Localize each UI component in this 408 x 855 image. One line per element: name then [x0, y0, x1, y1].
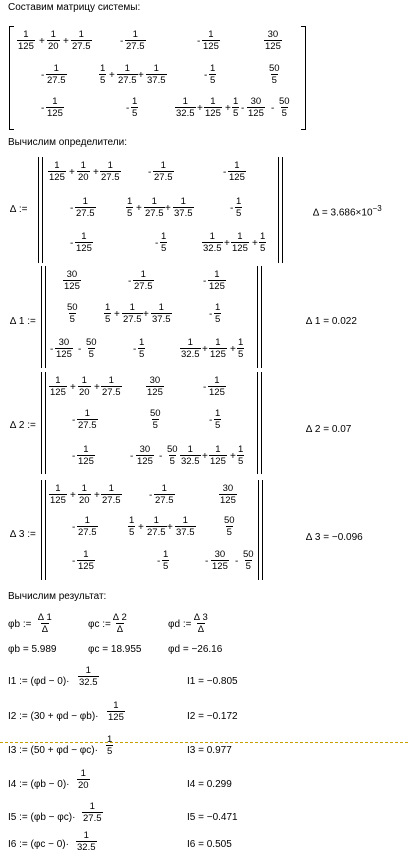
- matrix-fraction: $\frac{1}{20}$: [79, 483, 90, 506]
- result-label: ∆ 1: [306, 316, 321, 327]
- matrix-fraction: $\frac{1}{20}$: [48, 29, 59, 52]
- plus-sign: +: [197, 103, 203, 114]
- result-label: ∆ 2: [306, 424, 321, 435]
- matrix-right-bracket: [301, 26, 306, 130]
- matrix-fraction: $\frac{1}{125}$: [50, 483, 66, 506]
- matrix-fraction: $\frac{1}{125}$: [205, 96, 221, 119]
- minus-sign: -: [204, 70, 208, 81]
- matrix-fraction: $\frac{1}{125}$: [209, 375, 225, 398]
- plus-sign: +: [114, 309, 120, 320]
- matrix-fraction: $\frac{1}{125}$: [76, 231, 92, 254]
- matrix-fraction: $\frac{1}{125}$: [50, 375, 66, 398]
- current-expression: I5 := (φb − φc)·: [8, 812, 76, 823]
- determinant-bar: [41, 266, 42, 368]
- determinant-label: ∆ 3 :=: [10, 529, 36, 540]
- matrix-fraction: $\frac{30}{125}$: [248, 96, 264, 119]
- result-label: ∆: [313, 207, 320, 219]
- current-fraction: $\frac{1}{32.5}$: [77, 830, 96, 853]
- plus-sign: +: [136, 203, 142, 214]
- current-expression: I3 := (50 + φd − φc)·: [8, 745, 98, 756]
- determinant-label: ∆ :=: [10, 204, 28, 215]
- determinant-bar: [262, 480, 263, 580]
- current-expression: I2 := (30 + φd − φb)·: [8, 711, 99, 722]
- matrix-fraction: $\frac{50}{5}$: [167, 444, 178, 467]
- matrix-fraction: $\frac{1}{37.5}$: [152, 302, 171, 325]
- matrix-fraction: $\frac{1}{27.5}$: [123, 302, 142, 325]
- determinant-bar: [42, 157, 43, 263]
- matrix-fraction: $\frac{1}{37.5}$: [176, 515, 195, 538]
- determinant-bar: [258, 480, 259, 580]
- minus-sign: -: [205, 556, 209, 567]
- matrix-fraction: $\frac{50}{5}$: [243, 549, 254, 572]
- matrix-fraction: $\frac{1}{5}$: [161, 231, 167, 254]
- matrix-fraction: $\frac{50}{5}$: [224, 515, 235, 538]
- phi-d-lhs: φd :=: [168, 619, 192, 630]
- matrix-fraction: $\frac{30}{125}$: [265, 29, 281, 52]
- result-exponent: −3: [372, 204, 382, 213]
- minus-sign: -: [78, 344, 82, 355]
- plus-sign: +: [230, 344, 236, 355]
- plus-sign: +: [225, 103, 231, 114]
- matrix-fraction: $\frac{1}{27.5}$: [155, 483, 174, 506]
- matrix-fraction: $\frac{1}{125}$: [78, 444, 94, 467]
- determinant-bar: [45, 372, 46, 474]
- determinant-bar: [45, 266, 46, 368]
- result-label: ∆ 3: [306, 532, 321, 543]
- plus-sign: +: [70, 490, 76, 501]
- current-fraction: $\frac{1}{27.5}$: [83, 801, 102, 824]
- minus-sign: -: [128, 276, 132, 287]
- matrix-fraction: $\frac{1}{125}$: [209, 269, 225, 292]
- current-expression: I4 := (φb − 0)·: [8, 779, 70, 790]
- matrix-fraction: $\frac{1}{5}$: [236, 196, 242, 219]
- matrix-fraction: $\frac{1}{27.5}$: [118, 63, 137, 86]
- minus-sign: -: [203, 276, 207, 287]
- matrix-fraction: $\frac{1}{125}$: [78, 549, 94, 572]
- minus-sign: -: [72, 451, 76, 462]
- phi-b-fraction: ∆ 1 ∆: [38, 612, 52, 635]
- matrix-left-bracket: [9, 26, 14, 130]
- minus-sign: -: [155, 238, 159, 249]
- phi-d-fraction: ∆ 3 ∆: [194, 612, 208, 635]
- matrix-fraction: $\frac{1}{32.5}$: [181, 337, 200, 360]
- determinant-bar: [41, 372, 42, 474]
- determinant-label: ∆ 1 :=: [10, 316, 36, 327]
- matrix-fraction: $\frac{1}{27.5}$: [78, 408, 97, 431]
- plus-sign: +: [224, 238, 230, 249]
- result-value: = 3.686×10: [321, 207, 373, 219]
- plus-sign: +: [93, 167, 99, 178]
- current-result: I4 = 0.299: [187, 779, 232, 790]
- determinants-heading: Вычислим определители:: [8, 137, 127, 148]
- matrix-fraction: $\frac{1}{32.5}$: [176, 96, 195, 119]
- matrix-fraction: $\frac{1}{5}$: [163, 549, 169, 572]
- matrix-fraction: $\frac{1}{5}$: [238, 337, 244, 360]
- determinant-bar: [278, 157, 279, 263]
- plus-sign: +: [94, 382, 100, 393]
- plus-sign: +: [202, 344, 208, 355]
- plus-sign: +: [252, 238, 258, 249]
- matrix-fraction: $\frac{1}{5}$: [139, 337, 145, 360]
- minus-sign: -: [133, 344, 137, 355]
- matrix-fraction: $\frac{30}{125}$: [220, 483, 236, 506]
- matrix-fraction: $\frac{1}{125}$: [18, 29, 34, 52]
- determinant-bar: [38, 157, 39, 263]
- matrix-fraction: $\frac{1}{27.5}$: [145, 196, 164, 219]
- matrix-fraction: $\frac{1}{5}$: [260, 231, 266, 254]
- matrix-fraction: $\frac{1}{27.5}$: [147, 515, 166, 538]
- matrix-fraction: $\frac{30}{125}$: [56, 337, 72, 360]
- plus-sign: +: [94, 490, 100, 501]
- current-result: I5 = −0.471: [187, 812, 238, 823]
- matrix-fraction: $\frac{1}{20}$: [79, 375, 90, 398]
- current-fraction: $\frac{1}{32.5}$: [79, 665, 98, 688]
- minus-sign: -: [72, 522, 76, 533]
- determinant-bar: [261, 372, 262, 474]
- minus-sign: -: [157, 556, 161, 567]
- matrix-fraction: $\frac{1}{125}$: [49, 160, 65, 183]
- minus-sign: -: [72, 556, 76, 567]
- plus-sign: +: [143, 309, 149, 320]
- matrix-fraction: $\frac{1}{125}$: [232, 231, 248, 254]
- minus-sign: -: [241, 103, 245, 114]
- matrix-fraction: $\frac{1}{37.5}$: [147, 63, 166, 86]
- matrix-fraction: $\frac{50}{5}$: [67, 302, 78, 325]
- minus-sign: -: [223, 167, 227, 178]
- matrix-fraction: $\frac{1}{125}$: [210, 337, 226, 360]
- result-value: = −0.096: [323, 532, 363, 543]
- matrix-fraction: $\frac{1}{5}$: [215, 408, 221, 431]
- minus-sign: -: [50, 344, 54, 355]
- phi-b-value: φb = 5.989: [8, 644, 57, 655]
- current-fraction: $\frac{1}{5}$: [107, 734, 113, 757]
- determinant-result: [306, 317, 357, 327]
- current-result: I6 = 0.505: [187, 839, 232, 850]
- phi-c-lhs: φc :=: [88, 619, 111, 630]
- matrix-fraction: $\frac{1}{20}$: [78, 160, 89, 183]
- matrix-heading: Составим матрицу системы:: [8, 2, 141, 13]
- plus-sign: +: [70, 382, 76, 393]
- current-result: I2 = −0.172: [187, 711, 238, 722]
- matrix-fraction: $\frac{1}{5}$: [105, 302, 111, 325]
- current-expression: I1 := (φd − 0)·: [8, 676, 70, 687]
- current-result: I1 = −0.805: [187, 676, 238, 687]
- determinant-result: [306, 533, 363, 543]
- plus-sign: +: [230, 451, 236, 462]
- matrix-fraction: $\frac{50}{5}$: [269, 63, 280, 86]
- determinant-bar: [45, 480, 46, 580]
- matrix-fraction: $\frac{1}{27.5}$: [134, 269, 153, 292]
- minus-sign: -: [120, 36, 124, 47]
- determinant-bar: [282, 157, 283, 263]
- plus-sign: +: [39, 36, 45, 47]
- result-value: = 0.022: [323, 316, 357, 327]
- minus-sign: -: [159, 451, 163, 462]
- matrix-fraction: $\frac{1}{5}$: [127, 196, 133, 219]
- phi-c-value: φc = 18.955: [88, 644, 142, 655]
- plus-sign: +: [165, 203, 171, 214]
- matrix-fraction: $\frac{50}{5}$: [150, 408, 161, 431]
- determinant-label: ∆ 2 :=: [10, 420, 36, 431]
- matrix-fraction: $\frac{30}{125}$: [137, 444, 153, 467]
- current-result: I3 = 0.977: [187, 745, 232, 756]
- matrix-fraction: $\frac{1}{27.5}$: [101, 160, 120, 183]
- minus-sign: -: [209, 415, 213, 426]
- plus-sign: +: [63, 36, 69, 47]
- matrix-fraction: $\frac{50}{5}$: [279, 96, 290, 119]
- minus-sign: -: [70, 238, 74, 249]
- matrix-fraction: $\frac{1}{5}$: [233, 96, 239, 119]
- minus-sign: -: [203, 382, 207, 393]
- matrix-fraction: $\frac{30}{125}$: [212, 549, 228, 572]
- plus-sign: +: [138, 522, 144, 533]
- matrix-fraction: $\frac{1}{5}$: [215, 302, 221, 325]
- matrix-fraction: $\frac{1}{27.5}$: [76, 196, 95, 219]
- matrix-fraction: $\frac{1}{27.5}$: [126, 29, 145, 52]
- matrix-fraction: $\frac{1}{5}$: [238, 444, 244, 467]
- current-expression: I6 := (φc − 0)·: [8, 839, 69, 850]
- minus-sign: -: [230, 203, 234, 214]
- minus-sign: -: [148, 167, 152, 178]
- plus-sign: +: [138, 70, 144, 81]
- matrix-fraction: $\frac{1}{125}$: [229, 160, 245, 183]
- matrix-fraction: $\frac{1}{5}$: [129, 515, 135, 538]
- phi-b-lhs: φb :=: [8, 619, 32, 630]
- phi-d-value: φd = −26.16: [168, 644, 223, 655]
- minus-sign: -: [41, 103, 45, 114]
- result-heading: Вычислим результат:: [8, 591, 107, 602]
- matrix-fraction: $\frac{50}{5}$: [86, 337, 97, 360]
- matrix-fraction: $\frac{1}{32.5}$: [203, 231, 222, 254]
- matrix-fraction: $\frac{1}{37.5}$: [174, 196, 193, 219]
- plus-sign: +: [202, 451, 208, 462]
- matrix-fraction: $\frac{1}{125}$: [210, 444, 226, 467]
- matrix-fraction: $\frac{1}{27.5}$: [154, 160, 173, 183]
- matrix-fraction: $\frac{1}{5}$: [132, 96, 138, 119]
- plus-sign: +: [167, 522, 173, 533]
- matrix-fraction: $\frac{1}{32.5}$: [181, 444, 200, 467]
- row-highlight-line: [0, 742, 408, 743]
- matrix-fraction: $\frac{1}{5}$: [100, 63, 106, 86]
- matrix-fraction: $\frac{1}{27.5}$: [102, 483, 121, 506]
- minus-sign: -: [271, 103, 275, 114]
- matrix-fraction: $\frac{1}{27.5}$: [72, 29, 91, 52]
- matrix-fraction: $\frac{30}{125}$: [147, 375, 163, 398]
- phi-c-fraction: ∆ 2 ∆: [113, 612, 127, 635]
- determinant-bar: [257, 266, 258, 368]
- determinant-bar: [41, 480, 42, 580]
- minus-sign: -: [41, 70, 45, 81]
- plus-sign: +: [109, 70, 115, 81]
- plus-sign: +: [69, 167, 75, 178]
- minus-sign: -: [149, 490, 153, 501]
- determinant-result: [313, 205, 382, 218]
- matrix-fraction: $\frac{1}{125}$: [47, 96, 63, 119]
- matrix-fraction: $\frac{1}{27.5}$: [78, 515, 97, 538]
- minus-sign: -: [209, 309, 213, 320]
- current-fraction: $\frac{1}{125}$: [108, 700, 124, 723]
- minus-sign: -: [130, 451, 134, 462]
- minus-sign: -: [72, 415, 76, 426]
- current-fraction: $\frac{1}{20}$: [78, 768, 89, 791]
- determinant-bar: [257, 372, 258, 474]
- minus-sign: -: [70, 203, 74, 214]
- minus-sign: -: [126, 103, 130, 114]
- determinant-bar: [261, 266, 262, 368]
- minus-sign: -: [197, 36, 201, 47]
- matrix-fraction: $\frac{1}{27.5}$: [47, 63, 66, 86]
- matrix-fraction: $\frac{30}{125}$: [64, 269, 80, 292]
- determinant-result: [306, 425, 351, 435]
- matrix-fraction: $\frac{1}{27.5}$: [102, 375, 121, 398]
- minus-sign: -: [235, 556, 239, 567]
- result-value: = 0.07: [323, 424, 352, 435]
- matrix-fraction: $\frac{1}{125}$: [203, 29, 219, 52]
- matrix-fraction: $\frac{1}{5}$: [210, 63, 216, 86]
